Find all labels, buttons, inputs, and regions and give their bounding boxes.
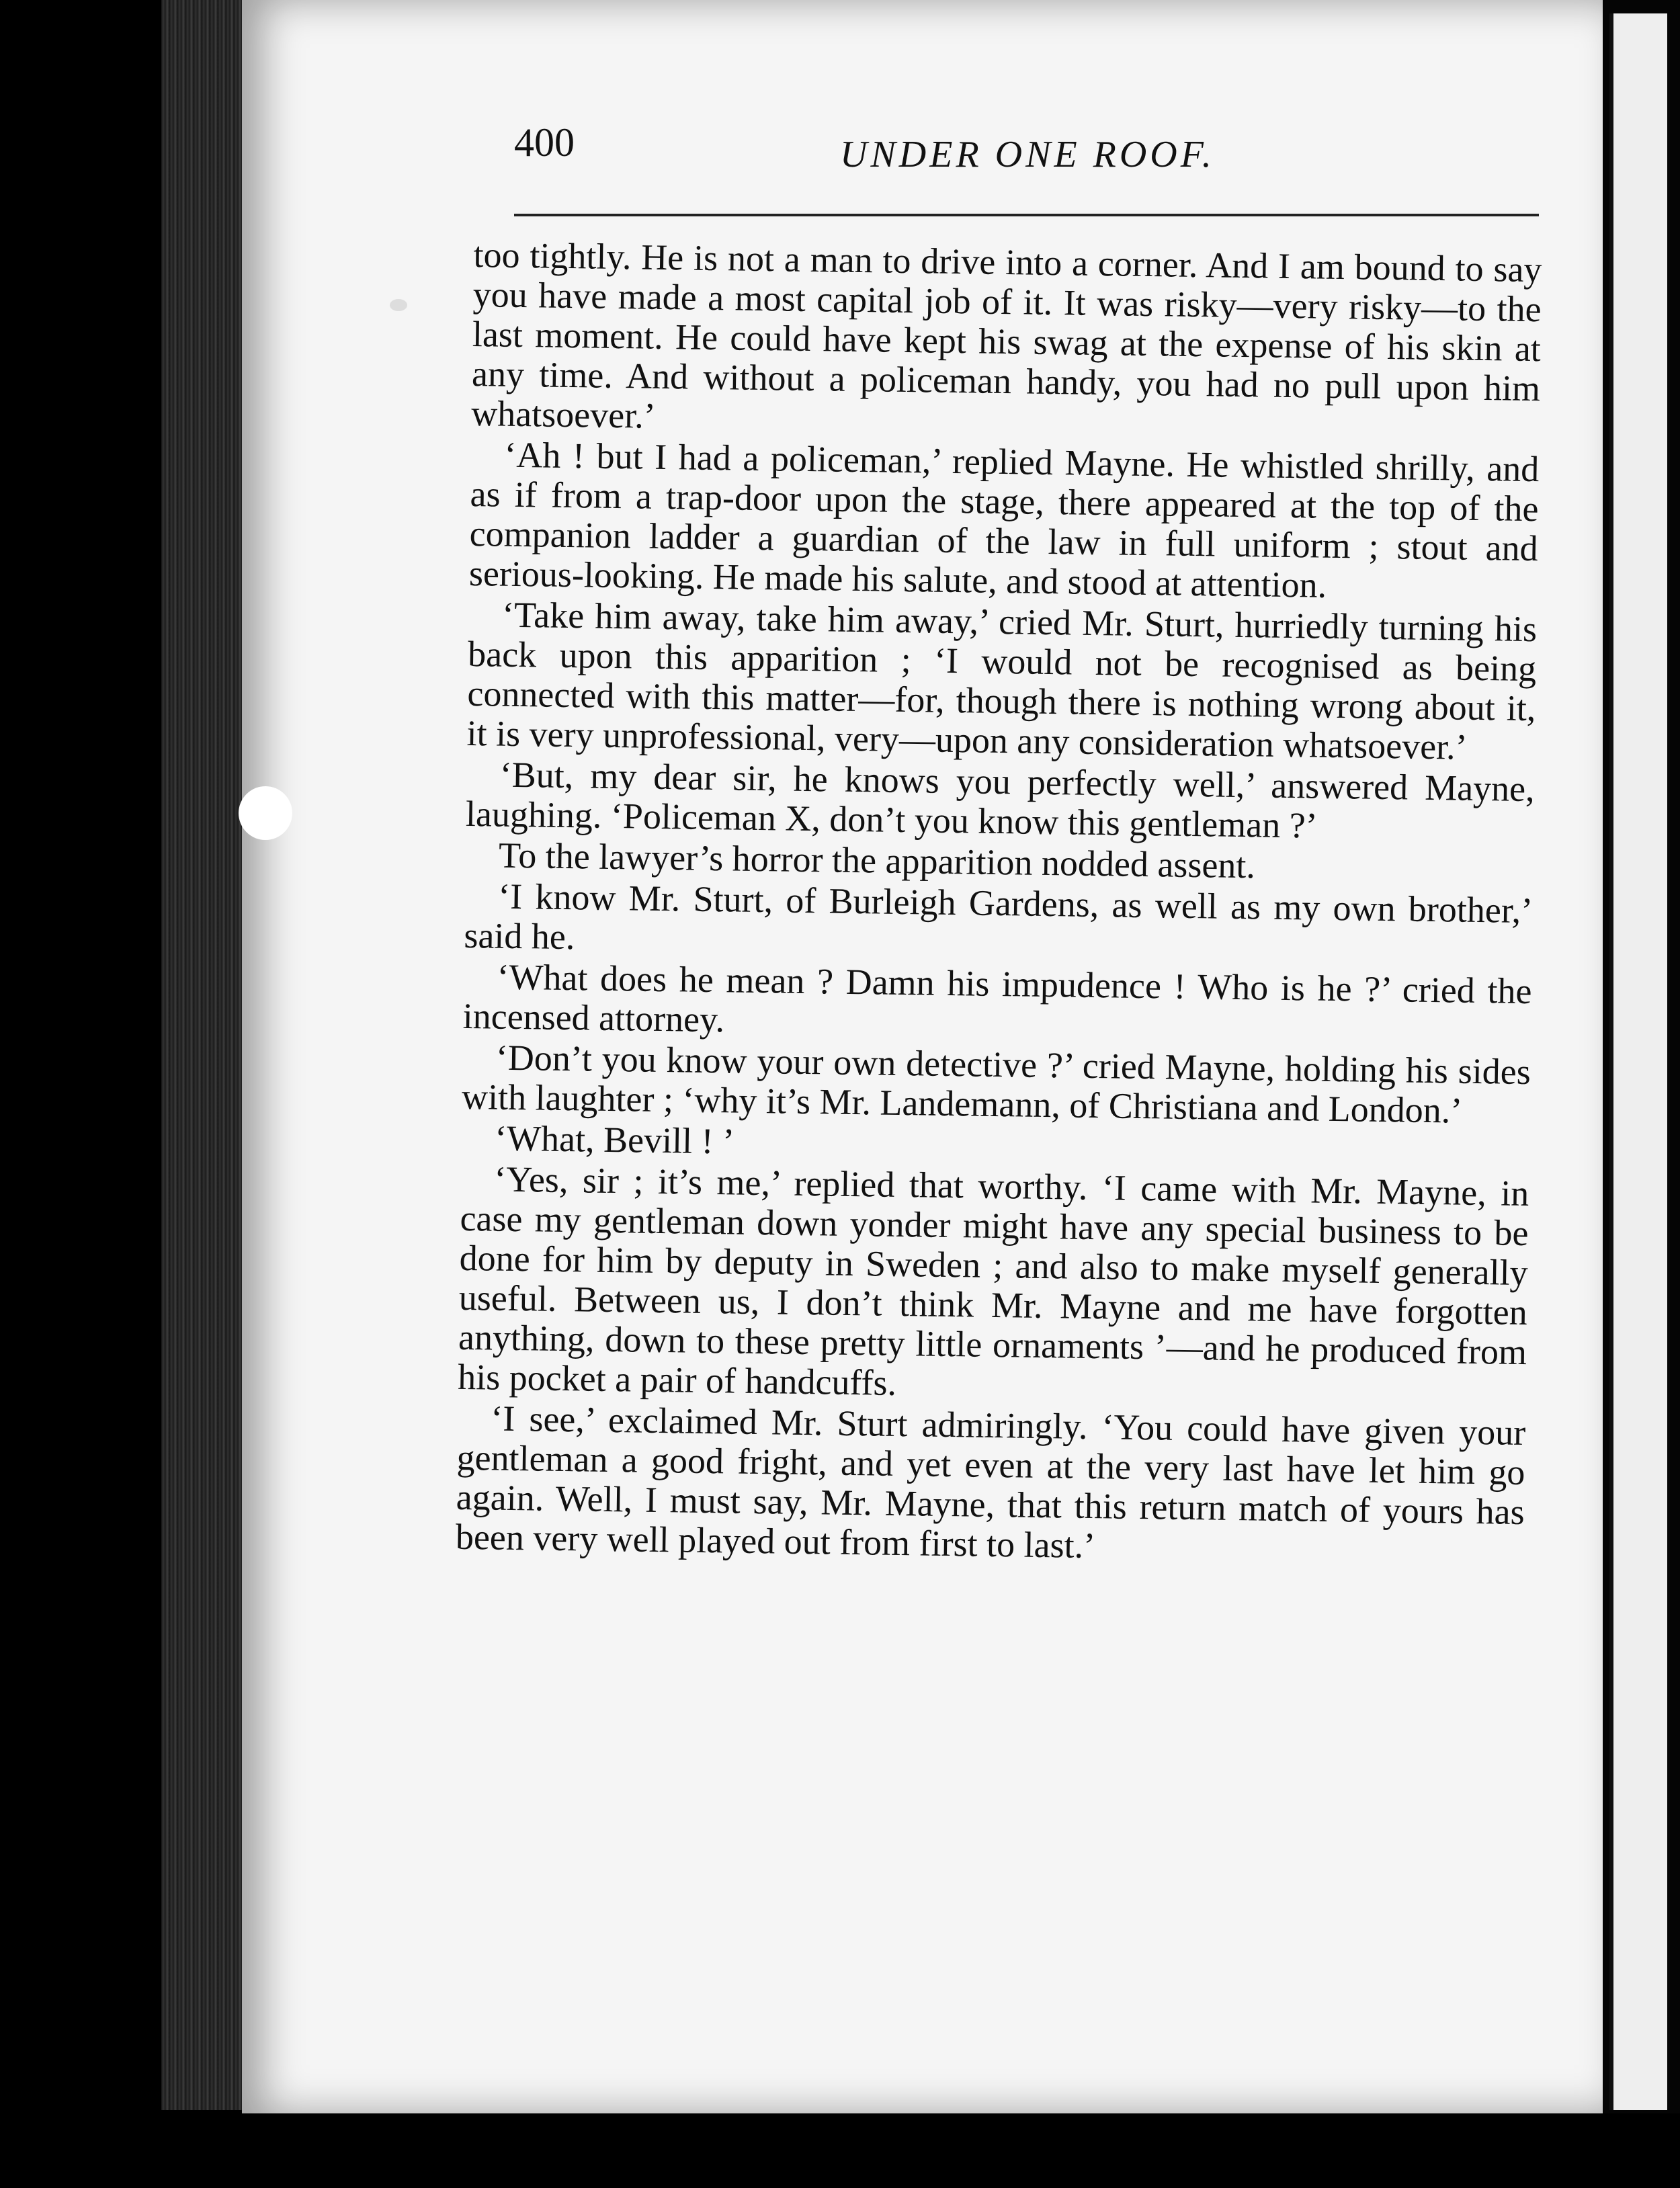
paragraph: ‘Take him away, take him away,’ cried Mr. Sturt, hurriedly turning his back upon this apparition ; ‘I would not be recognised as being connected with this matter—for, though there is nothing wrong about it, it is very unprofessional, very—upon any consideration whatsoever.’ xyxy=(466,594,1538,767)
page-header xyxy=(514,113,1542,207)
paragraph: ‘I know Mr. Sturt, of Burleigh Gardens, as well as my own brother,’ said he. xyxy=(464,876,1534,958)
scan-speck xyxy=(239,786,292,840)
scan-speck xyxy=(390,299,407,311)
header-rule xyxy=(514,214,1539,216)
paragraph: ‘Yes, sir ; it’s me,’ replied that worthy. ‘I came with Mr. Mayne, in case my gentleman down yonder might have any special business to be done for him by deputy in Sweden ; and also to make myself generally useful. Between us, I don’t think Mr. Mayne and me have forgotten anything, down to these pretty little ornaments ’—and he produced from his pocket a pair of handcuffs. xyxy=(457,1159,1529,1403)
paragraph: ‘But, my dear sir, he knows you perfectly well,’ answered Mayne, laughing. ‘Policeman X, don’t you know this gentleman ?’ xyxy=(465,754,1536,846)
paragraph: ‘Don’t you know your own detective ?’ cried Mayne, holding his sides with laughter ; ‘why it’s Mr. Landemann, of Christiana and London.’ xyxy=(461,1037,1531,1131)
paragraph: ‘I see,’ exclaimed Mr. Sturt admiringly. ‘You could have given your gentleman a good fright, and yet even at the very last have let him go again. Well, I must say, Mr. Mayne, that this return match of yours has been very well played out from first to last.’ xyxy=(455,1398,1526,1566)
bottom-margin-shadow xyxy=(0,2113,1680,2188)
paragraph: too tightly. He is not a man to drive into a corner. And I am bound to say you have made a most capital job of it. It was risky—very risky—to the last moment. He could have kept his swag at the expense of his skin at any time. And without a policeman handy, you had no pull upon him whatsoever.’ xyxy=(470,235,1542,436)
paragraph: To the lawyer’s horror the apparition nodded assent. xyxy=(498,835,1256,886)
body-text xyxy=(456,235,1542,1573)
paragraph: ‘What, Bevill ! ’ xyxy=(494,1118,735,1162)
running-head: UNDER ONE ROOF. xyxy=(840,134,1215,175)
next-page-edge xyxy=(1609,13,1667,2110)
page-number: 400 xyxy=(514,120,575,165)
paragraph: ‘What does he mean ? Damn his impudence ! Who is he ?’ cried the incensed attorney. xyxy=(462,956,1532,1040)
paragraph: ‘Ah ! but I had a policeman,’ replied Mayne. He whistled shrilly, and as if from a trap-door upon the stage, there appeared at the top of the companion ladder a guardian of the law in full uniform ; stout and serious-looking. He made his salute, and stood at attention. xyxy=(468,434,1540,605)
